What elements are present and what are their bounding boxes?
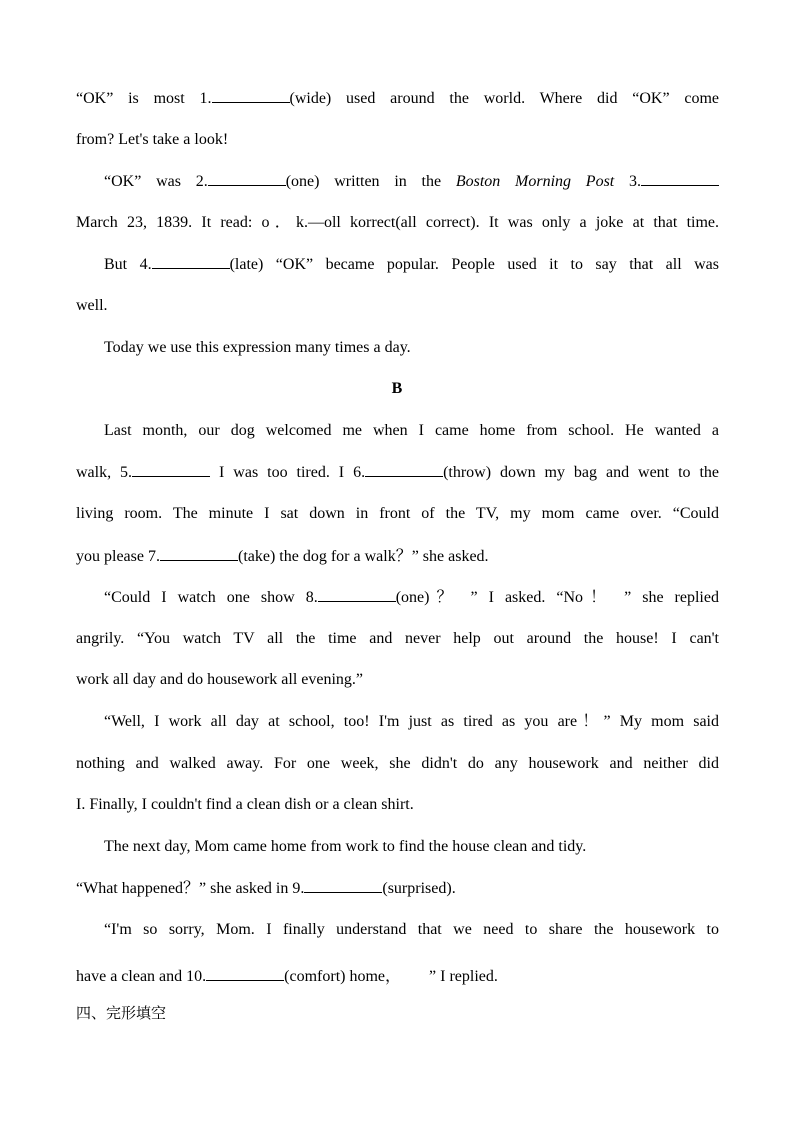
text: (throw) down my bag and went to the <box>443 464 720 481</box>
passage-b-line-5 <box>104 587 719 608</box>
section-four-heading: 四、完形填空 <box>76 1004 167 1022</box>
text: 3. <box>614 173 642 190</box>
text: have a clean and 10. <box>76 968 207 985</box>
passage-b-line-9: nothing and walked away. For one week, she didn't do any housework and neither did <box>76 755 719 772</box>
passage-b-line-13: “I'm so sorry, Mom. I finally understand that we need to share the housework to <box>104 921 719 938</box>
blank-3[interactable] <box>641 171 719 186</box>
text: (take) the dog for a walk？” she asked. <box>237 548 489 565</box>
passage-b-line-7: work all day and do housework all evening.” <box>76 671 364 688</box>
blank-2[interactable] <box>208 171 286 186</box>
text: (late) “OK” became popular. People used it to say that all was <box>229 256 720 273</box>
blank-1[interactable] <box>212 88 290 103</box>
text: (wide) used around the world. Where did “OK” come <box>289 90 720 107</box>
text: you please 7. <box>76 548 160 565</box>
passage-b-line-11: The next day, Mom came home from work to find the house clean and tidy. <box>104 838 587 855</box>
text: “OK” is most 1. <box>76 90 212 107</box>
blank-10[interactable] <box>206 966 284 981</box>
passage-b-line-14 <box>76 966 719 987</box>
blank-5[interactable] <box>132 462 210 477</box>
text: But 4. <box>104 256 152 273</box>
text: I was too tired. I 6. <box>210 464 366 481</box>
passage-a-line-1 <box>76 88 719 109</box>
blank-7[interactable] <box>160 546 238 561</box>
text: “OK” was 2. <box>104 173 208 190</box>
passage-b-line-4 <box>76 546 719 567</box>
passage-b-line-10: I. Finally, I couldn't find a clean dish or a clean shirt. <box>76 796 414 813</box>
text: “What happened？” she asked in 9. <box>76 880 305 897</box>
passage-b-line-12 <box>76 878 719 899</box>
passage-b-line-8: “Well, I work all day at school, too! I'm just as tired as you are！” My mom said <box>104 713 719 730</box>
passage-b-line-1: Last month, our dog welcomed me when I came home from school. He wanted a <box>104 422 719 439</box>
passage-b-line-6: angrily. “You watch TV all the time and never help out around the house! I can't <box>76 630 719 647</box>
passage-a-line-6: well. <box>76 297 108 314</box>
passage-a-line-4: March 23, 1839. It read: o．k.—oll korrect(all correct). It was only a joke at that time. <box>76 214 719 231</box>
blank-9[interactable] <box>304 878 382 893</box>
passage-a-line-5 <box>104 254 719 275</box>
passage-a-line-7: Today we use this expression many times a day. <box>104 339 411 356</box>
passage-a-line-2: from? Let's take a look! <box>76 131 229 148</box>
text: (one)？ ” I asked. “No！ ” she replied <box>395 589 719 606</box>
text: “Could I watch one show 8. <box>104 589 318 606</box>
passage-a-line-3 <box>104 171 719 192</box>
blank-4[interactable] <box>152 254 230 269</box>
blank-8[interactable] <box>318 587 396 602</box>
newspaper-title: Boston Morning Post <box>455 173 615 190</box>
text: walk, 5. <box>76 464 133 481</box>
passage-b-line-3: living room. The minute I sat down in front of the TV, my mom came over. “Could <box>76 505 719 522</box>
text: (one) written in the <box>285 173 456 190</box>
text: (comfort) home， ” I replied. <box>284 968 498 985</box>
blank-6[interactable] <box>365 462 443 477</box>
section-b-heading: B <box>391 380 403 397</box>
text: (surprised). <box>382 880 456 897</box>
passage-b-line-2 <box>76 462 719 483</box>
